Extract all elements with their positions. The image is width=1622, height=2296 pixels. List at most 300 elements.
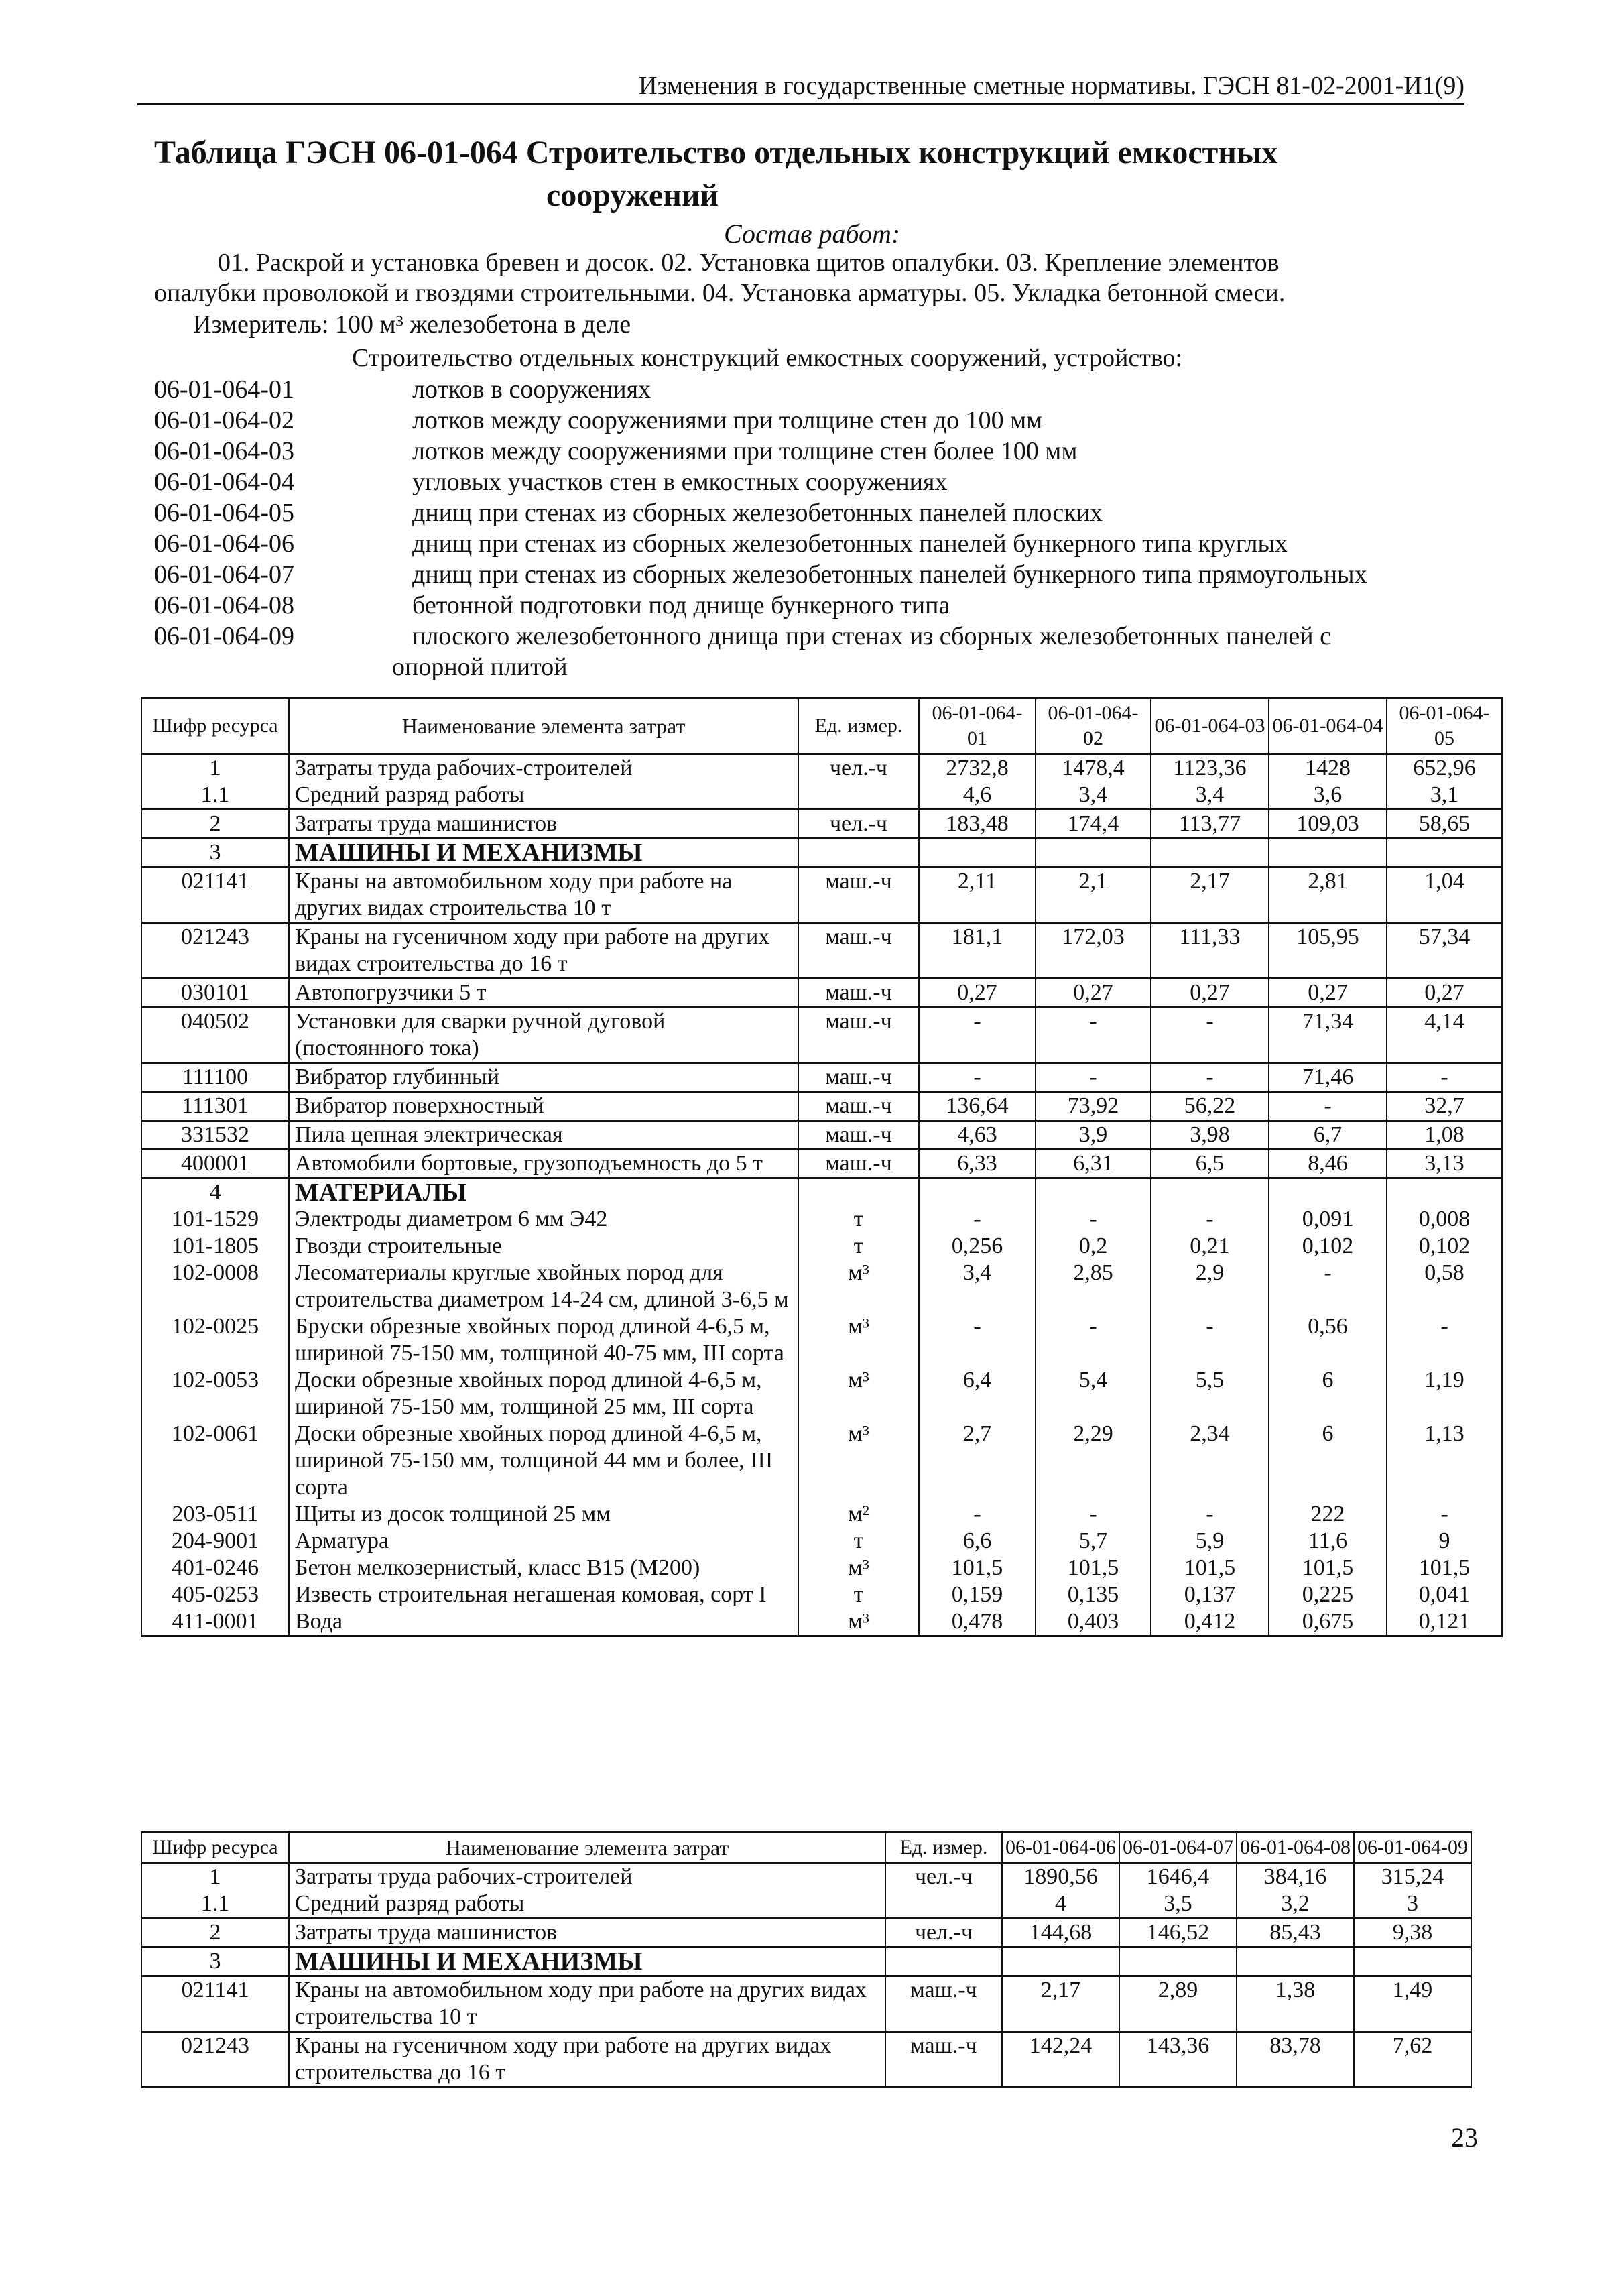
element-name: Автопогрузчики 5 т <box>289 979 798 1008</box>
norm-value: 0,21 <box>1151 1233 1269 1260</box>
header-norm-code: 06-01-064-06 <box>1002 1833 1119 1863</box>
element-name: Краны на гусеничном ходу при работе на других видах строительства до 16 т <box>289 923 798 979</box>
page-number: 23 <box>1451 2122 1478 2153</box>
element-name: Краны на автомобильном ходу при работе на других видах строительства 10 т <box>289 1976 885 2032</box>
title-line-1: Таблица ГЭСН 06-01-064 Строительство отдельных конструкций емкостных <box>154 135 1278 170</box>
norm-value: 101,5 <box>919 1555 1036 1581</box>
norm-value: 2,89 <box>1119 1976 1237 2032</box>
norm-value: 2,17 <box>1002 1976 1119 2032</box>
table-row <box>141 2032 1471 2088</box>
norm-value <box>1036 839 1151 867</box>
code-description: плоского железобетонного днища при стенах из сборных железобетонных панелей с <box>412 622 1331 650</box>
header-norm-code: 06-01-064-02 <box>1036 699 1151 754</box>
norm-value <box>1002 1947 1119 1976</box>
norm-value <box>919 839 1036 867</box>
norm-value: 0,27 <box>1387 979 1502 1008</box>
header-element-name: Наименование элемента затрат <box>289 699 798 754</box>
table-row <box>141 1008 1502 1063</box>
header-norm-code: 06-01-064-07 <box>1119 1833 1237 1863</box>
unit: т <box>798 1206 919 1233</box>
resource-code: 021141 <box>141 867 289 923</box>
resource-code: 204-9001 <box>141 1528 289 1555</box>
table-header-row <box>141 1833 1471 1863</box>
resource-code: 1.1 <box>141 1890 289 1919</box>
norm-value: - <box>1151 1206 1269 1233</box>
header-norm-code: 06-01-064-01 <box>919 699 1036 754</box>
header-resource-code: Шифр ресурса <box>141 699 289 754</box>
unit: м³ <box>798 1260 919 1313</box>
element-name: МАШИНЫ И МЕХАНИЗМЫ <box>289 1947 885 1976</box>
norm-value: 113,77 <box>1151 810 1269 839</box>
element-name: Щиты из досок толщиной 25 мм <box>289 1501 798 1528</box>
resource-code: 021243 <box>141 923 289 979</box>
norm-value <box>1119 1947 1237 1976</box>
work-composition-heading: Состав работ: <box>724 219 901 249</box>
norm-value: 5,4 <box>1036 1367 1151 1421</box>
norm-value: 0,56 <box>1269 1313 1387 1367</box>
element-name: Известь строительная негашеная комовая, сорт I <box>289 1581 798 1608</box>
norm-value: 222 <box>1269 1501 1387 1528</box>
norm-value: 2,85 <box>1036 1260 1151 1313</box>
norm-value: 1646,4 <box>1119 1863 1237 1891</box>
norm-value: 6,4 <box>919 1367 1036 1421</box>
table-row <box>141 754 1502 782</box>
norm-value: - <box>1387 1063 1502 1092</box>
norm-value: 1,38 <box>1237 1976 1354 2032</box>
resource-code: 331532 <box>141 1121 289 1150</box>
unit: т <box>798 1528 919 1555</box>
unit: чел.-ч <box>885 1863 1002 1891</box>
norm-value: 3,5 <box>1119 1890 1237 1919</box>
norm-value: 0,27 <box>1151 979 1269 1008</box>
norm-value: 3,4 <box>1151 782 1269 810</box>
resource-code: 4 <box>141 1179 289 1207</box>
code-list-item <box>154 590 1495 621</box>
norm-value <box>1354 1947 1471 1976</box>
norm-value: 57,34 <box>1387 923 1502 979</box>
norm-value: - <box>1269 1092 1387 1121</box>
norm-value: 7,62 <box>1354 2032 1471 2088</box>
header-norm-code: 06-01-064-09 <box>1354 1833 1471 1863</box>
norm-value: 2,11 <box>919 867 1036 923</box>
table-row <box>141 1233 1502 1260</box>
norm-value: 2,81 <box>1269 867 1387 923</box>
norm-value: 3,4 <box>919 1260 1036 1313</box>
norm-value: 111,33 <box>1151 923 1269 979</box>
norm-value: 2,9 <box>1151 1260 1269 1313</box>
norm-value: 0,27 <box>919 979 1036 1008</box>
element-name: Краны на гусеничном ходу при работе на других видах строительства до 16 т <box>289 2032 885 2088</box>
unit: м³ <box>798 1608 919 1636</box>
resource-code: 411-0001 <box>141 1608 289 1636</box>
norm-value: 2732,8 <box>919 754 1036 782</box>
code-id: 06-01-064-09 <box>154 622 294 650</box>
table-row <box>141 1121 1502 1150</box>
norm-value: 6,5 <box>1151 1150 1269 1179</box>
table-row <box>141 979 1502 1008</box>
norm-value: 5,5 <box>1151 1367 1269 1421</box>
element-name: Гвозди строительные <box>289 1233 798 1260</box>
unit <box>798 782 919 810</box>
table-row <box>141 1179 1502 1207</box>
header-norm-code: 06-01-064-04 <box>1269 699 1387 754</box>
norm-value: - <box>919 1008 1036 1063</box>
element-name: МАШИНЫ И МЕХАНИЗМЫ <box>289 839 798 867</box>
norm-value: - <box>919 1206 1036 1233</box>
norm-value: 0,091 <box>1269 1206 1387 1233</box>
norm-value: 142,24 <box>1002 2032 1119 2088</box>
unit <box>885 1890 1002 1919</box>
table-row <box>141 1501 1502 1528</box>
unit: т <box>798 1233 919 1260</box>
unit: чел.-ч <box>798 754 919 782</box>
unit: чел.-ч <box>885 1919 1002 1947</box>
resource-code: 102-0061 <box>141 1421 289 1501</box>
unit <box>885 1947 1002 1976</box>
norm-value: 146,52 <box>1119 1919 1237 1947</box>
header-norm-code: 06-01-064-03 <box>1151 699 1269 754</box>
element-name: Лесоматериалы круглые хвойных пород для строительства диаметром 14-24 см, длиной 3-6,5 м <box>289 1260 798 1313</box>
norm-value: - <box>1269 1260 1387 1313</box>
norm-value <box>1387 1179 1502 1207</box>
norm-value: 2,1 <box>1036 867 1151 923</box>
norm-value: 0,135 <box>1036 1581 1151 1608</box>
table-row <box>141 1555 1502 1581</box>
norm-value: 0,27 <box>1036 979 1151 1008</box>
norm-value <box>1151 839 1269 867</box>
norm-value: 1,13 <box>1387 1421 1502 1501</box>
norm-value: 181,1 <box>919 923 1036 979</box>
table-row <box>141 1367 1502 1421</box>
norm-value: 0,412 <box>1151 1608 1269 1636</box>
norm-value: 0,159 <box>919 1581 1036 1608</box>
element-name: Затраты труда рабочих-строителей <box>289 1863 885 1891</box>
table-row <box>141 839 1502 867</box>
element-name: Доски обрезные хвойных пород длиной 4-6,5 м, шириной 75-150 мм, толщиной 44 мм и более, III сорта <box>289 1421 798 1501</box>
norm-value: 0,478 <box>919 1608 1036 1636</box>
norm-value: 0,008 <box>1387 1206 1502 1233</box>
unit: маш.-ч <box>798 1121 919 1150</box>
code-id: 06-01-064-03 <box>154 437 294 465</box>
norm-value: 384,16 <box>1237 1863 1354 1891</box>
resource-code: 102-0053 <box>141 1367 289 1421</box>
norm-value: 0,041 <box>1387 1581 1502 1608</box>
norm-value: 6,31 <box>1036 1150 1151 1179</box>
code-description: днищ при стенах из сборных железобетонных панелей бункерного типа круглых <box>412 530 1288 558</box>
norm-value: 58,65 <box>1387 810 1502 839</box>
norm-value: 1428 <box>1269 754 1387 782</box>
table-row <box>141 810 1502 839</box>
table-row <box>141 1260 1502 1313</box>
table-row <box>141 1206 1502 1233</box>
table-row <box>141 1947 1471 1976</box>
code-list-item <box>154 467 1495 497</box>
table-row <box>141 1150 1502 1179</box>
resource-code: 102-0025 <box>141 1313 289 1367</box>
norm-value: 8,46 <box>1269 1150 1387 1179</box>
code-list-item <box>154 405 1495 436</box>
norm-value: 3,13 <box>1387 1150 1502 1179</box>
norm-value: 6 <box>1269 1367 1387 1421</box>
norm-value: - <box>1387 1313 1502 1367</box>
norm-value: 315,24 <box>1354 1863 1471 1891</box>
norm-value: 3,6 <box>1269 782 1387 810</box>
element-name: Бетон мелкозернистый, класс В15 (М200) <box>289 1555 798 1581</box>
table-row <box>141 1919 1471 1947</box>
norm-value: 9 <box>1387 1528 1502 1555</box>
norm-value: 6 <box>1269 1421 1387 1501</box>
table-header-row <box>141 699 1502 754</box>
element-name: Краны на автомобильном ходу при работе на других видах строительства 10 т <box>289 867 798 923</box>
resource-code: 2 <box>141 810 289 839</box>
norm-value <box>1269 839 1387 867</box>
norm-value: 3,2 <box>1237 1890 1354 1919</box>
norm-value: - <box>1036 1501 1151 1528</box>
element-name: Средний разряд работы <box>289 782 798 810</box>
norm-value: 71,34 <box>1269 1008 1387 1063</box>
norm-value: 5,7 <box>1036 1528 1151 1555</box>
element-name: Вибратор поверхностный <box>289 1092 798 1121</box>
norm-value: 73,92 <box>1036 1092 1151 1121</box>
element-name: Арматура <box>289 1528 798 1555</box>
norm-value: 109,03 <box>1269 810 1387 839</box>
norm-value <box>1237 1947 1354 1976</box>
norm-value: - <box>919 1313 1036 1367</box>
table-row <box>141 782 1502 810</box>
work-line-2: опалубки проволокой и гвоздями строительными. 04. Установка арматуры. 05. Укладка бетонной смеси. <box>154 279 1286 307</box>
norm-value <box>1269 1179 1387 1207</box>
resource-code: 111100 <box>141 1063 289 1092</box>
table-row <box>141 1976 1471 2032</box>
code-list-item <box>154 621 1495 652</box>
norm-value: 85,43 <box>1237 1919 1354 1947</box>
norm-value: 32,7 <box>1387 1092 1502 1121</box>
norm-value: 0,58 <box>1387 1260 1502 1313</box>
element-name: Пила цепная электрическая <box>289 1121 798 1150</box>
element-name: Автомобили бортовые, грузоподъемность до 5 т <box>289 1150 798 1179</box>
norm-value <box>919 1179 1036 1207</box>
unit: маш.-ч <box>885 2032 1002 2088</box>
code-id: 06-01-064-08 <box>154 591 294 619</box>
table-row <box>141 1863 1471 1891</box>
norm-value: 1478,4 <box>1036 754 1151 782</box>
norm-value: 136,64 <box>919 1092 1036 1121</box>
code-list-item <box>154 436 1495 467</box>
norm-value: 0,102 <box>1269 1233 1387 1260</box>
norm-value: - <box>1151 1313 1269 1367</box>
norm-value: 0,403 <box>1036 1608 1151 1636</box>
norm-value: - <box>1036 1008 1151 1063</box>
norm-value: 1,49 <box>1354 1976 1471 2032</box>
norm-value <box>1036 1179 1151 1207</box>
norm-value: 0,137 <box>1151 1581 1269 1608</box>
norm-value: 71,46 <box>1269 1063 1387 1092</box>
norm-value: 4 <box>1002 1890 1119 1919</box>
element-name: Вибратор глубинный <box>289 1063 798 1092</box>
code-id: 06-01-064-07 <box>154 560 294 589</box>
table-row <box>141 1608 1502 1636</box>
element-name: Доски обрезные хвойных пород длиной 4-6,5 м, шириной 75-150 мм, толщиной 25 мм, III сорта <box>289 1367 798 1421</box>
code-description: угловых участков стен в емкостных сооружениях <box>412 468 948 496</box>
norm-value: - <box>1151 1501 1269 1528</box>
table-row <box>141 1528 1502 1555</box>
header-element-name: Наименование элемента затрат <box>289 1833 885 1863</box>
norm-value: 6,7 <box>1269 1121 1387 1150</box>
norm-value: 0,225 <box>1269 1581 1387 1608</box>
code-description-continuation: опорной плитой <box>392 653 568 681</box>
norm-value: 1,08 <box>1387 1121 1502 1150</box>
norm-value: 4,14 <box>1387 1008 1502 1063</box>
code-description: лотков между сооружениями при толщине стен более 100 мм <box>412 437 1078 465</box>
norm-value: 3 <box>1354 1890 1471 1919</box>
norm-value: 9,38 <box>1354 1919 1471 1947</box>
norm-value: 1890,56 <box>1002 1863 1119 1891</box>
element-name: Затраты труда машинистов <box>289 1919 885 1947</box>
code-id: 06-01-064-05 <box>154 499 294 527</box>
norm-value: 0,675 <box>1269 1608 1387 1636</box>
norm-value: 0,27 <box>1269 979 1387 1008</box>
header-unit: Ед. измер. <box>885 1833 1002 1863</box>
norm-value: 101,5 <box>1387 1555 1502 1581</box>
norm-value: 4,6 <box>919 782 1036 810</box>
unit: маш.-ч <box>798 979 919 1008</box>
resource-code: 101-1529 <box>141 1206 289 1233</box>
norm-value: - <box>1036 1313 1151 1367</box>
table-row <box>141 923 1502 979</box>
resource-table-2 <box>141 1831 1472 2088</box>
resource-code: 021141 <box>141 1976 289 2032</box>
norm-value: - <box>1151 1063 1269 1092</box>
unit: маш.-ч <box>798 1008 919 1063</box>
table-row <box>141 1063 1502 1092</box>
resource-code: 3 <box>141 839 289 867</box>
resource-code: 1 <box>141 754 289 782</box>
element-name: Бруски обрезные хвойных пород длиной 4-6,5 м, шириной 75-150 мм, толщиной 40-75 мм, III сорта <box>289 1313 798 1367</box>
unit: м³ <box>798 1313 919 1367</box>
norm-value: 83,78 <box>1237 2032 1354 2088</box>
resource-code: 030101 <box>141 979 289 1008</box>
unit: т <box>798 1581 919 1608</box>
norm-value: 174,4 <box>1036 810 1151 839</box>
code-id: 06-01-064-01 <box>154 375 294 404</box>
element-name: Затраты труда машинистов <box>289 810 798 839</box>
element-name: Затраты труда рабочих-строителей <box>289 754 798 782</box>
norm-value <box>1387 839 1502 867</box>
unit: чел.-ч <box>798 810 919 839</box>
measure-unit: Измеритель: 100 м³ железобетона в деле <box>193 310 631 339</box>
resource-code: 101-1805 <box>141 1233 289 1260</box>
unit: маш.-ч <box>798 867 919 923</box>
norm-value: 652,96 <box>1387 754 1502 782</box>
norm-value: 6,33 <box>919 1150 1036 1179</box>
norm-value: 0,121 <box>1387 1608 1502 1636</box>
norm-value: 11,6 <box>1269 1528 1387 1555</box>
table-row <box>141 1313 1502 1367</box>
resource-code: 021243 <box>141 2032 289 2088</box>
norm-value: 144,68 <box>1002 1919 1119 1947</box>
code-id: 06-01-064-02 <box>154 406 294 434</box>
norm-value: 4,63 <box>919 1121 1036 1150</box>
norm-value: 101,5 <box>1151 1555 1269 1581</box>
resource-code: 401-0246 <box>141 1555 289 1581</box>
code-description: днищ при стенах из сборных железобетонных панелей бункерного типа прямоугольных <box>412 560 1367 589</box>
norm-value <box>1151 1179 1269 1207</box>
norm-value: 1,04 <box>1387 867 1502 923</box>
unit: м³ <box>798 1421 919 1501</box>
norm-value: 0,256 <box>919 1233 1036 1260</box>
resource-code: 2 <box>141 1919 289 1947</box>
resource-code: 102-0008 <box>141 1260 289 1313</box>
norm-value: 101,5 <box>1269 1555 1387 1581</box>
norm-value: 3,98 <box>1151 1121 1269 1150</box>
code-id: 06-01-064-04 <box>154 468 294 496</box>
resource-table-1 <box>141 697 1503 1637</box>
code-list-item <box>154 374 1495 405</box>
element-name: Вода <box>289 1608 798 1636</box>
norm-value: 1,19 <box>1387 1367 1502 1421</box>
table-row <box>141 1092 1502 1121</box>
norm-value: 2,34 <box>1151 1421 1269 1501</box>
code-list-item <box>154 559 1495 590</box>
unit: маш.-ч <box>798 1092 919 1121</box>
element-name: Средний разряд работы <box>289 1890 885 1919</box>
unit: м³ <box>798 1555 919 1581</box>
norm-value: - <box>1036 1063 1151 1092</box>
code-description: бетонной подготовки под днище бункерного типа <box>412 591 950 619</box>
norm-value: - <box>919 1063 1036 1092</box>
resource-code: 040502 <box>141 1008 289 1063</box>
resource-code: 3 <box>141 1947 289 1976</box>
resource-code: 111301 <box>141 1092 289 1121</box>
header-resource-code: Шифр ресурса <box>141 1833 289 1863</box>
unit: маш.-ч <box>798 1063 919 1092</box>
code-id: 06-01-064-06 <box>154 530 294 558</box>
norm-value: 56,22 <box>1151 1092 1269 1121</box>
work-line-1: 01. Раскрой и установка бревен и досок. 02. Установка щитов опалубки. 03. Крепление элементов <box>218 249 1280 277</box>
table-title <box>154 131 1495 217</box>
norm-value: 143,36 <box>1119 2032 1237 2088</box>
element-name: МАТЕРИАЛЫ <box>289 1179 798 1207</box>
norm-value: 172,03 <box>1036 923 1151 979</box>
unit: м³ <box>798 1367 919 1421</box>
code-description: лотков между сооружениями при толщине стен до 100 мм <box>412 406 1043 434</box>
code-list-item <box>154 528 1495 559</box>
table-row <box>141 867 1502 923</box>
norm-value: - <box>1387 1501 1502 1528</box>
header-norm-code: 06-01-064-08 <box>1237 1833 1354 1863</box>
norm-value: 6,6 <box>919 1528 1036 1555</box>
norm-value: 101,5 <box>1036 1555 1151 1581</box>
variants-heading: Строительство отдельных конструкций емкостных сооружений, устройство: <box>352 344 1183 372</box>
code-list <box>154 374 1495 682</box>
title-line-2: сооружений <box>546 178 719 213</box>
resource-code: 1.1 <box>141 782 289 810</box>
unit: маш.-ч <box>798 1150 919 1179</box>
resource-code: 203-0511 <box>141 1501 289 1528</box>
norm-value: 3,4 <box>1036 782 1151 810</box>
norm-value: - <box>1036 1206 1151 1233</box>
norm-value: 0,102 <box>1387 1233 1502 1260</box>
code-description: лотков в сооружениях <box>412 375 651 404</box>
running-header: Изменения в государственные сметные нормативы. ГЭСН 81-02-2001-И1(9) <box>137 71 1464 105</box>
element-name: Электроды диаметром 6 мм Э42 <box>289 1206 798 1233</box>
unit: маш.-ч <box>798 923 919 979</box>
resource-code: 400001 <box>141 1150 289 1179</box>
norm-value: 5,9 <box>1151 1528 1269 1555</box>
resource-code: 1 <box>141 1863 289 1891</box>
element-name: Установки для сварки ручной дуговой (постоянного тока) <box>289 1008 798 1063</box>
norm-value: 3,9 <box>1036 1121 1151 1150</box>
